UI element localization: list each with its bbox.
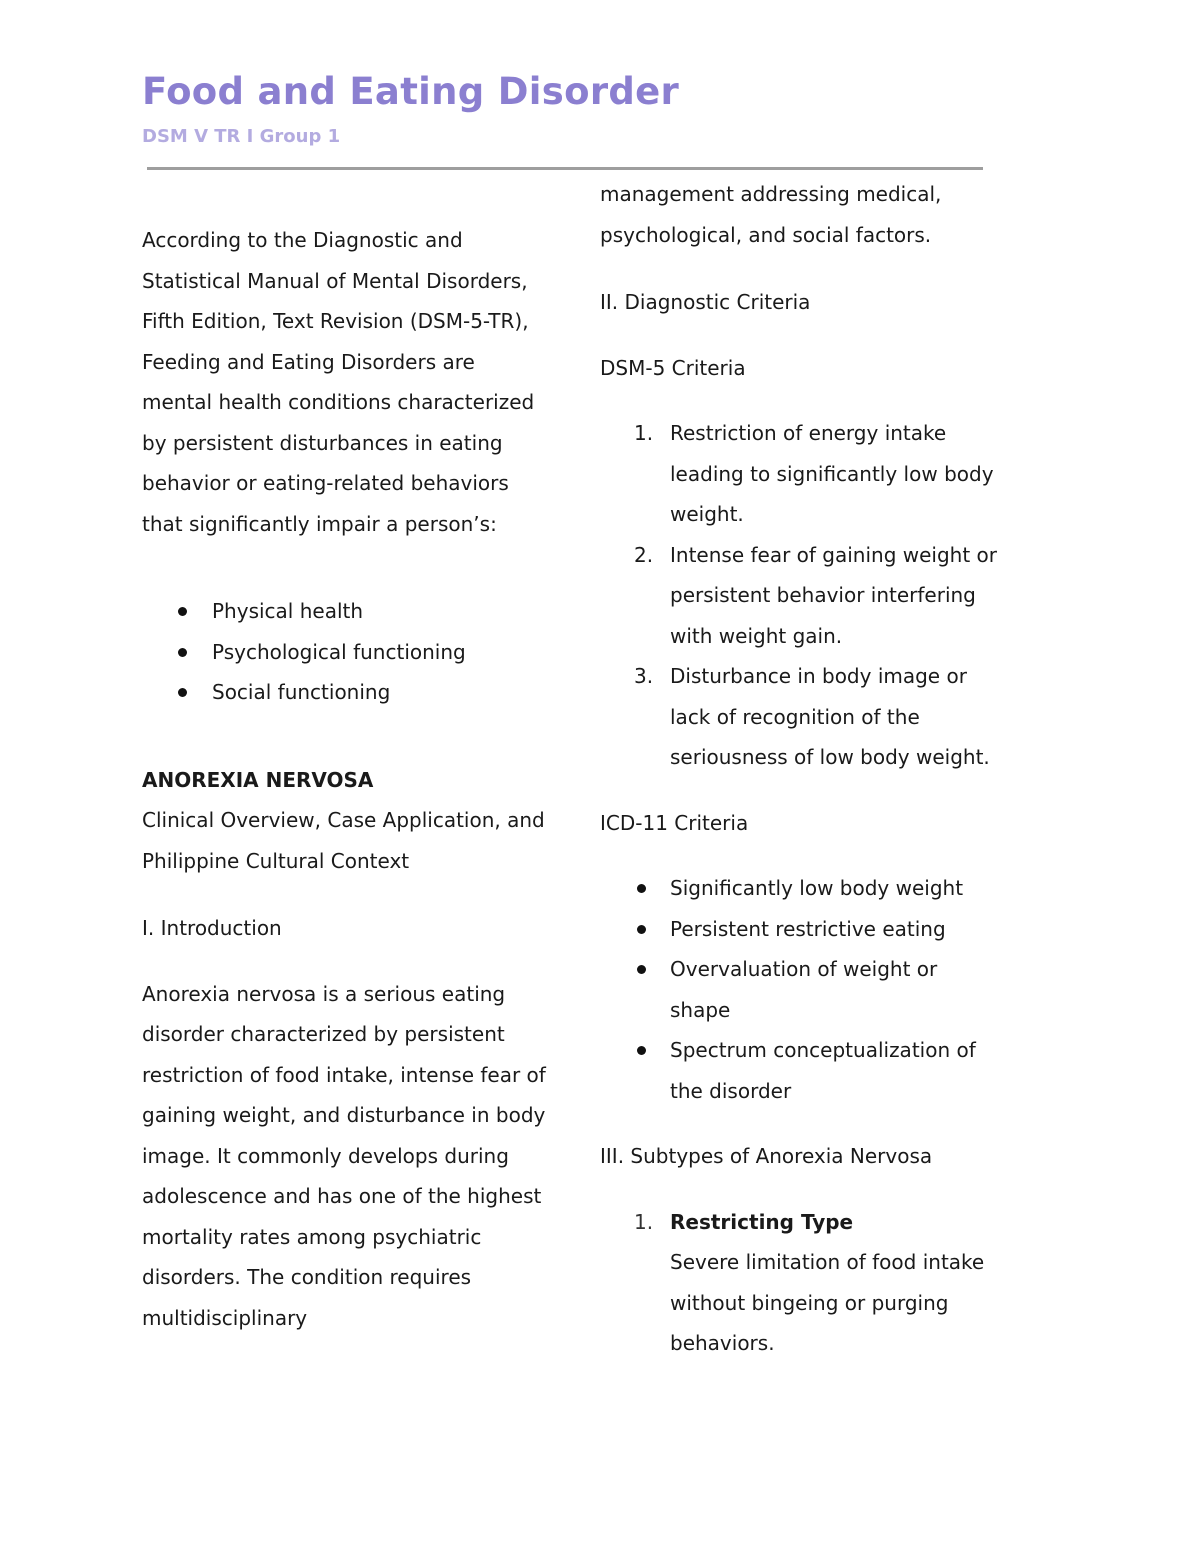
list-item — [600, 656, 1000, 778]
section-heading: ANOREXIA NERVOSA — [142, 767, 374, 792]
subtype-description: Severe limitation of food intake without bingeing or purging behaviors. — [670, 1250, 985, 1355]
list-number: 3. — [634, 664, 654, 688]
left-column — [142, 220, 547, 1338]
list-item: Overvaluation of weight or shape — [600, 949, 1000, 1030]
right-column — [600, 174, 1000, 1364]
icd-criteria-list — [600, 868, 1000, 1111]
dsm-criteria-heading: DSM-5 Criteria — [600, 355, 746, 380]
list-item — [600, 1202, 1000, 1364]
list-item: Significantly low body weight — [600, 868, 1000, 909]
list-item: Persistent restrictive eating — [600, 909, 1000, 950]
introduction-body: Anorexia nervosa is a serious eating disorder characterized by persistent restriction of food intake, intense fear of gaining weight, and disturbance in body image. It commonly develops during adolescence and has one of the highest mortality rates among psychiatric disorders. The condition requires multidisciplinary — [142, 981, 546, 1330]
list-item — [600, 535, 1000, 657]
list-number: 1. — [634, 421, 654, 445]
impairment-list — [142, 591, 547, 713]
icd-criteria-heading: ICD-11 Criteria — [600, 810, 749, 835]
list-number: 2. — [634, 542, 654, 567]
document-subtitle: DSM V TR I Group 1 — [142, 126, 341, 147]
subtypes-heading: III. Subtypes of Anorexia Nervosa — [600, 1144, 933, 1168]
list-item: Spectrum conceptualization of the disorder — [600, 1030, 1000, 1111]
subtype-name: Restricting Type — [670, 1209, 854, 1234]
introduction-heading: I. Introduction — [142, 916, 282, 940]
dsm-criteria-list — [600, 413, 1000, 778]
intro-paragraph: According to the Diagnostic and Statistical Manual of Mental Disorders, Fifth Edition, Text Revision (DSM-5-TR), Feeding and Eating Disorders are mental health conditions characterized by persistent disturbances in eating behavior or eating-related behaviors that significantly impair a person’s: — [142, 228, 535, 536]
list-text: Restriction of energy intake leading to significantly low body weight. — [670, 421, 994, 526]
list-number: 1. — [634, 1209, 654, 1234]
diagnostic-criteria-heading: II. Diagnostic Criteria — [600, 290, 811, 314]
list-item: Social functioning — [142, 672, 547, 713]
list-text: Disturbance in body image or lack of recognition of the seriousness of low body weight. — [670, 664, 990, 769]
header-divider — [147, 167, 983, 170]
list-item: Physical health — [142, 591, 547, 632]
list-item: Psychological functioning — [142, 632, 547, 673]
introduction-continuation: management addressing medical, psychological, and social factors. — [600, 182, 942, 247]
list-text: Intense fear of gaining weight or persistent behavior interfering with weight gain. — [670, 542, 998, 648]
section-subheading: Clinical Overview, Case Application, and Philippine Cultural Context — [142, 808, 545, 873]
document-title: Food and Eating Disorder — [142, 70, 680, 113]
subtypes-list — [600, 1202, 1000, 1364]
list-item — [600, 413, 1000, 535]
